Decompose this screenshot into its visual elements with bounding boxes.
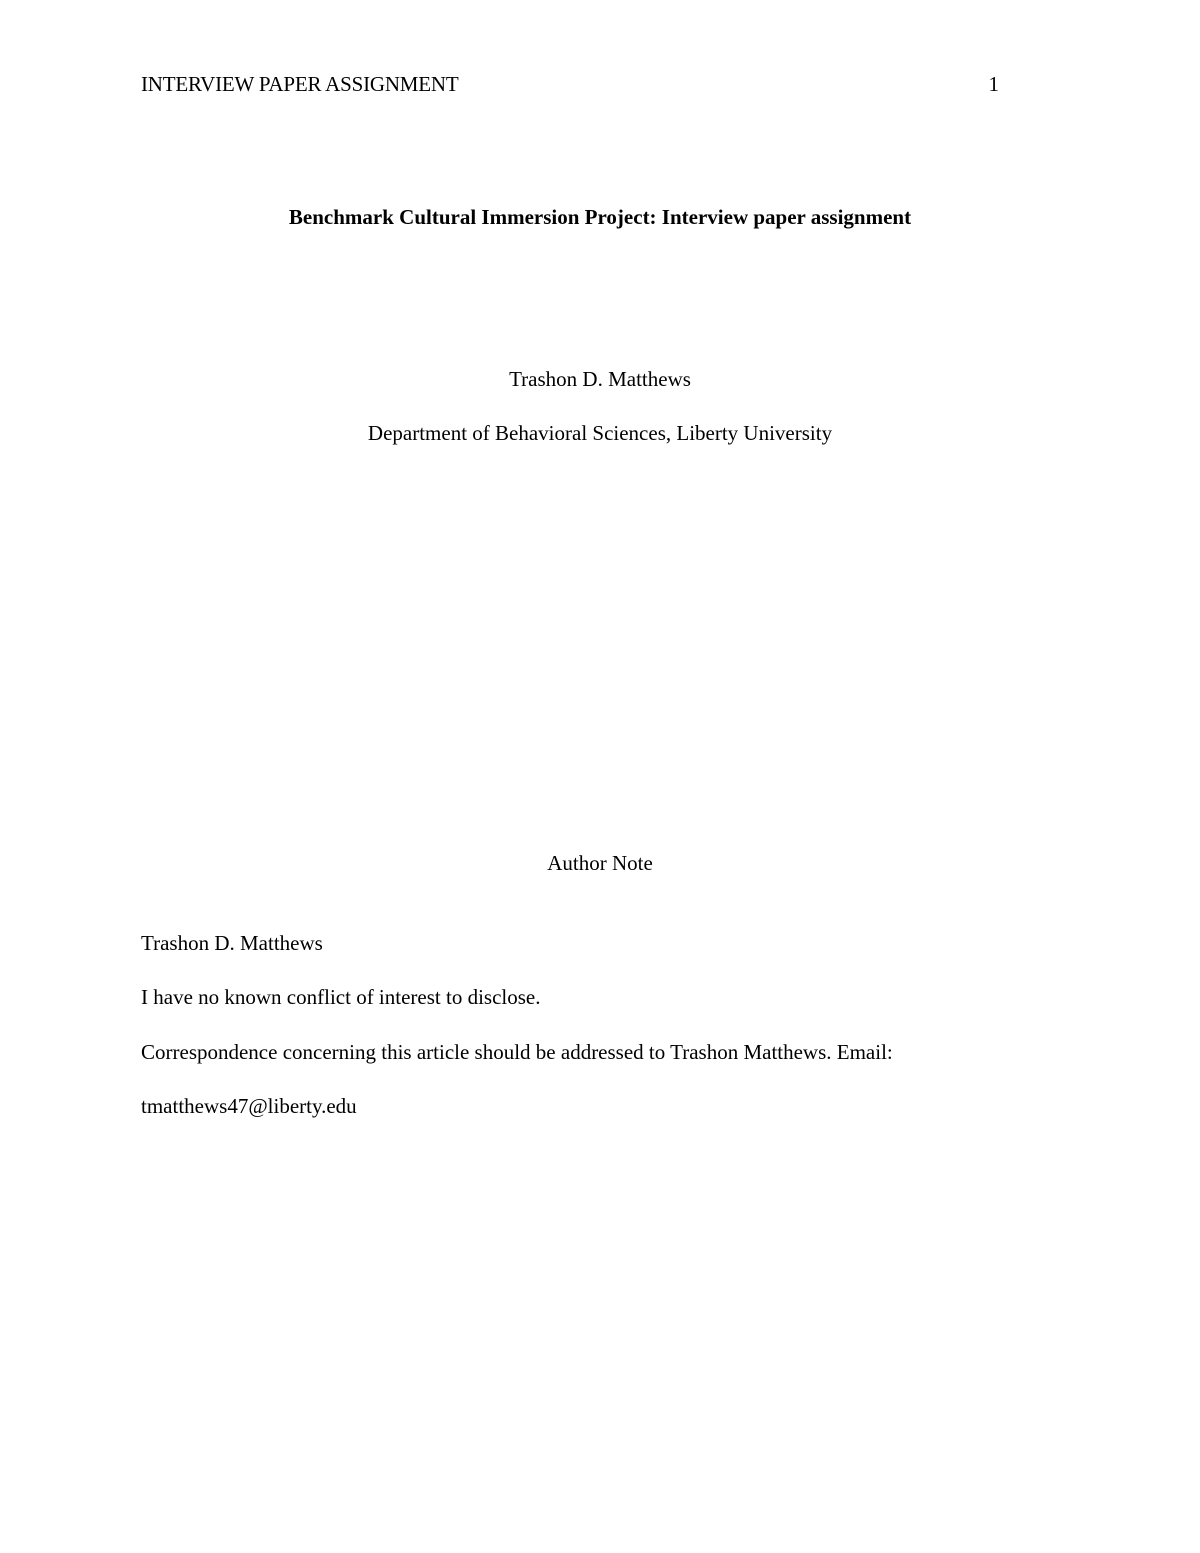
author-note-author: Trashon D. Matthews	[141, 931, 323, 955]
author-name: Trashon D. Matthews	[509, 367, 691, 391]
author-note-heading: Author Note	[547, 851, 653, 875]
page-number: 1	[988, 72, 999, 96]
author-note-email: tmatthews47@liberty.edu	[141, 1094, 357, 1118]
author-note-conflict: I have no known conflict of interest to disclose.	[141, 985, 541, 1009]
author-affiliation: Department of Behavioral Sciences, Liberty University	[367, 421, 833, 445]
paper-title: Benchmark Cultural Immersion Project: Interview paper assignment	[288, 205, 912, 229]
author-note-correspondence: Correspondence concerning this article should be addressed to Trashon Matthews. Email:	[141, 1040, 893, 1064]
running-head: INTERVIEW PAPER ASSIGNMENT	[141, 72, 459, 96]
